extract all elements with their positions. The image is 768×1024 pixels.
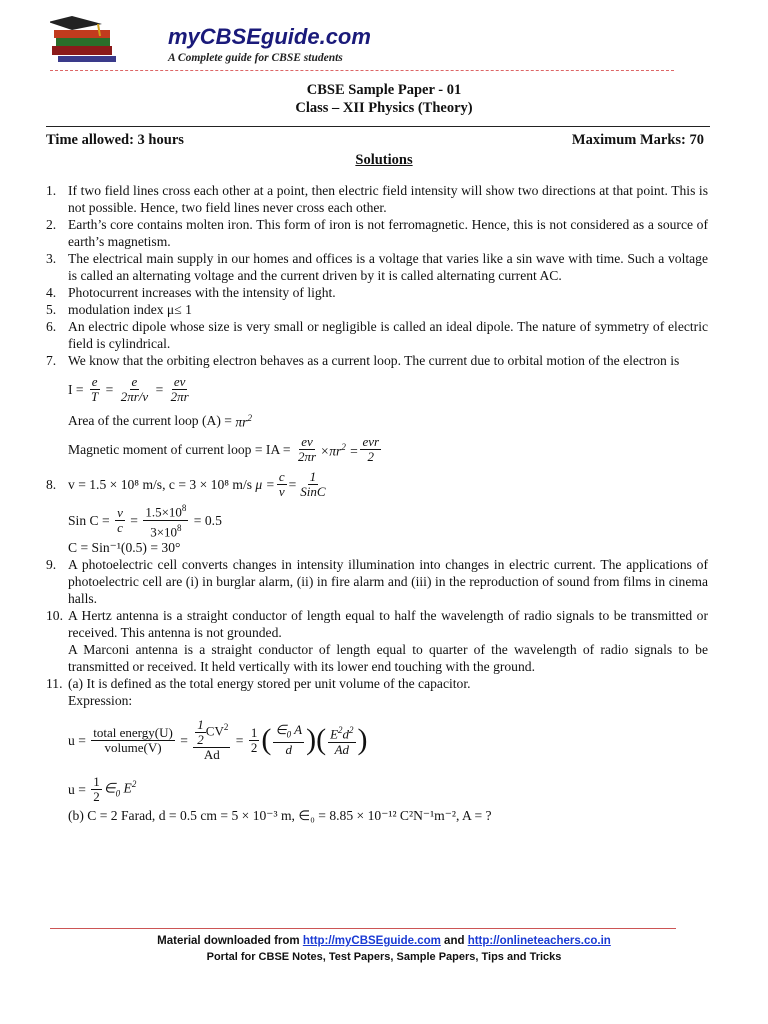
mycbseguide-link[interactable]: http://myCBSEguide.com <box>302 935 441 947</box>
answer-11-part-b: (b) C = 2 Farad, d = 0.5 cm = 5 × 10⁻³ m, ∈₀ = 8.85 × 10⁻¹² C²N⁻¹m⁻², A = ? <box>68 808 492 823</box>
logo-tagline: A Complete guide for CBSE students <box>168 52 343 64</box>
site-logo <box>50 10 371 66</box>
answer-10-marconi: A Marconi antenna is a straight conductor of length equal to quarter of the wavelength of radio signals to be transmitted or received. It held vertically with its lower end touching with the ground. <box>68 642 708 674</box>
header-divider <box>50 70 674 71</box>
answer-8: 8. v = 1.5 × 10⁸ m/s, c = 3 × 10⁸ m/s μ = $\frac{c}{v}$ = $\frac{1}{\text{SinC}}$ <box>46 468 326 499</box>
energy-density-equation: u = $\frac{\text{total energy(U)}}{\text{volume(V)}}$ = $\frac{1}{2}$ $CV^2$ Ad = $\frac{1}{2}$ ( $\frac{\in_0 A}{d}$ )( $\frac{E^2d^2}{Ad}$ ) <box>68 717 368 762</box>
logo-text: myCBSEguide.com <box>168 24 371 49</box>
time-allowed: Time allowed: 3 hours <box>46 132 184 148</box>
answer-7: 7. We know that the orbiting electron behaves as a current loop. The current due to orbital motion of the electron is <box>46 353 680 368</box>
answer-1: 1. If two field lines cross each other at a point, then electric field intensity will show two directions at that point. This is not possible. Hence, two field lines never cross each other. <box>46 183 708 215</box>
answer-3: 3. The electrical main supply in our homes and offices is a voltage that varies like a sin wave with time. Such a voltage is called an alternating voltage and the current driven by it is called alternating current AC. <box>46 251 708 283</box>
area-equation: Area of the current loop (A) = $\pi r^2$ <box>68 412 252 430</box>
footer-tagline: Portal for CBSE Notes, Test Papers, Sample Papers, Tips and Tricks <box>206 951 562 963</box>
footer-divider <box>50 928 676 929</box>
answer-5: 5. modulation index μ≤ 1 <box>46 302 192 317</box>
current-equation: I = $\frac{e}{T}$ = $\frac{e}{2\pi r/v}$ = $\frac{ev}{2\pi r}$ <box>68 373 189 404</box>
answer-6: 6. An electric dipole whose size is very small or negligible is called an ideal dipole. The nature of symmetry of electric field is cylindrical. <box>46 319 708 351</box>
answer-9: 9. A photoelectric cell converts changes in intensity illumination into changes in electric current. The applications of photoelectric cell are (i) in burglar alarm, (ii) in fire alarm and (iii) in the reproduction of sound from films in cinema halls. <box>46 557 708 606</box>
section-heading: Solutions <box>355 152 413 168</box>
paper-subtitle: Class – XII Physics (Theory) <box>295 100 473 116</box>
onlineteachers-link[interactable]: http://onlineteachers.co.in <box>467 935 611 947</box>
answer-10: 10. A Hertz antenna is a straight conductor of length equal to half the wavelength of radio signals to be transmitted or received. This antenna is not grounded. <box>46 608 708 640</box>
sinc-equation: Sin C = $\frac{v}{c}$ = $\frac{1.5\times 10^8}{3\times 10^8}$ = 0.5 <box>68 503 222 539</box>
title-rule <box>46 126 710 127</box>
footer-source: Material downloaded from http://myCBSEguide.com and http://onlineteachers.co.in <box>157 935 611 947</box>
books-icon <box>50 10 120 66</box>
u-equation: u = $\frac{1}{2}$ $\in_0$ $E^2$ <box>68 773 137 804</box>
expression-label: Expression: <box>68 693 133 708</box>
moment-equation: Magnetic moment of current loop = IA = $\frac{ev}{2\pi r}$ $\times\pi r^2$ = $\frac{\text{evr}}{2}$ <box>68 433 380 464</box>
answer-11: 11. (a) It is defined as the total energy stored per unit volume of the capacitor. <box>46 676 471 691</box>
angle-result: C = Sin⁻¹(0.5) = 30° <box>68 540 181 555</box>
paper-title: CBSE Sample Paper - 01 <box>306 82 462 98</box>
solutions-body <box>46 182 708 824</box>
maximum-marks: Maximum Marks: 70 <box>571 132 704 148</box>
answer-2: 2. Earth’s core contains molten iron. This form of iron is not ferromagnetic. Hence, this is not considered as a source of earth’s magnetism. <box>46 217 708 249</box>
answer-4: 4. Photocurrent increases with the intensity of light. <box>46 285 336 300</box>
